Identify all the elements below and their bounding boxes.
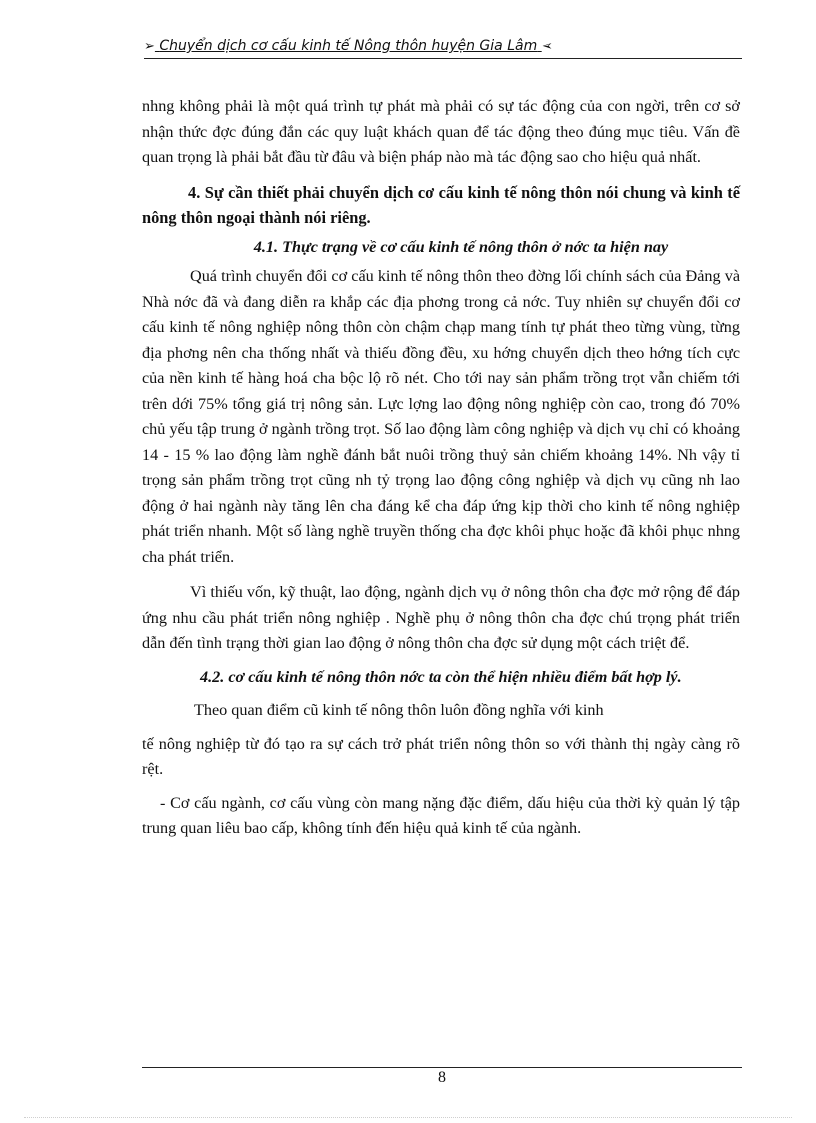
page-footer — [142, 1067, 742, 1088]
paragraph-1: Quá trình chuyển đổi cơ cấu kinh tế nông thôn theo đờng lối chính sách của Đảng và Nhà nớc đã và đang diễn ra khắp các địa phơng trong cả nớc. Tuy nhiên sự chuyển đổi cơ cấu kinh tế nông nghiệp nông thôn còn chậm chạp mang tính tự phát theo từng vùng, từng địa phơng nên cha thống nhất và thiếu đồng đều, xu hớng chuyển dịch theo hớng tích cực của nền kinh tế hàng hoá cha bộc lộ rõ nét. Cho tới nay sản phẩm trồng trọt vẫn chiếm tới trên dới 75% tổng giá trị nông sản. Lực lợng lao động nông nghiệp còn cao, trong đó 70% chủ yếu tập trung ở ngành trồng trọt. Số lao động làm công nghiệp và dịch vụ chỉ có khoảng 14 - 15 % lao động làm nghề đánh bắt nuôi trồng thuỷ sản chiếm khoảng 14%. Nh vậy tỉ trọng sản phẩm trồng trọt cũng nh tỷ trọng lao động công nghiệp và dịch vụ cũng nh lao động ở hai ngành này tăng lên cha đáng kể cha đáp ứng kịp thời cho kinh tế nông nghiệp phát triển nhanh. Một số làng nghề truyền thống cha đợc khôi phục hoặc đã khôi phục nhng cha phát triển. — [142, 267, 740, 566]
section-heading-4-1: 4.1. Thực trạng về cơ cấu kinh tế nông thôn ở nớc ta hiện nay — [253, 237, 669, 256]
paragraph-4: tế nông nghiệp từ đó tạo ra sự cách trở phát triển nông thôn so với thành thị ngày càng rõ rệt. — [142, 734, 740, 778]
header-title: Chuyển dịch cơ cấu kinh tế Nông thôn huyện Gia Lâm — [159, 38, 538, 54]
section-heading-4-2: 4.2. cơ cấu kinh tế nông thôn nớc ta còn thể hiện nhiều điểm bất hợp lý. — [200, 667, 682, 686]
page-header — [144, 34, 742, 59]
paragraph-2: Vì thiếu vốn, kỹ thuật, lao động, ngành dịch vụ ở nông thôn cha đợc mở rộng để đáp ứng nhu cầu phát triển nông nghiệp . Nghề phụ ở nông thôn cha đợc chú trọng phát triển dẫn đến tình trạng thời gian lao động ở nông thôn cha đợc sử dụng một cách triệt để. — [142, 583, 740, 652]
paragraph-5: - Cơ cấu ngành, cơ cấu vùng còn mang nặng đặc điểm, dấu hiệu của thời kỳ quản lý tập trung quan liêu bao cấp, không tính đến hiệu quả kinh tế của ngành. — [142, 793, 740, 837]
arrow-bullet-icon: ➢ — [541, 39, 553, 54]
paragraph-3: Theo quan điểm cũ kinh tế nông thôn luôn đồng nghĩa với kinh — [194, 701, 604, 719]
intro-paragraph: nhng không phải là một quá trình tự phát mà phải có sự tác động của con ngời, trên cơ sở nhận thức đợc đúng đắn các quy luật khách quan để tác động theo đúng mục tiêu. Vấn đề quan trọng là phải bắt đầu từ đâu và biện pháp nào mà tác động sao cho hiệu quả nhất. — [142, 97, 740, 166]
document-body — [142, 94, 740, 842]
page-edge-divider — [24, 1117, 792, 1118]
page-number: 8 — [438, 1069, 446, 1086]
arrow-bullet-icon: ➢ — [144, 39, 155, 54]
section-heading-4: 4. Sự cần thiết phải chuyển dịch cơ cấu kinh tế nông thôn nói chung và kinh tế nông thôn ngoại thành nói riêng. — [142, 182, 740, 227]
